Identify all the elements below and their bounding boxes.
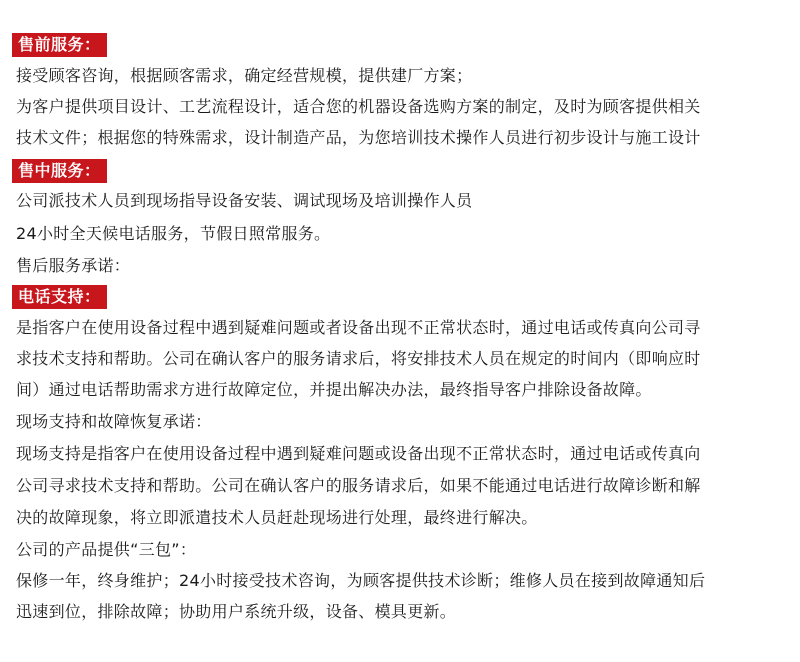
presale-line-1: 接受顾客咨询，根据顾客需求，确定经营规模，提供建厂方案；	[16, 66, 473, 85]
insale-heading: 售中服务：	[12, 159, 107, 183]
three-guarantees-title: 公司的产品提供“三包”：	[16, 540, 197, 559]
insale-line-2: 24小时全天候电话服务，节假日照常服务。	[16, 224, 331, 243]
phone-support-line-3: 间）通过电话帮助需求方进行故障定位，并提出解决办法，最终指导客户排除设备故障。	[16, 380, 652, 399]
presale-line-2: 为客户提供项目设计、工艺流程设计，适合您的机器设备选购方案的制定，及时为顾客提供相关	[16, 97, 701, 116]
insale-line-1: 公司派技术人员到现场指导设备安装、调试现场及培训操作人员	[16, 191, 473, 210]
aftersale-commitment-title: 售后服务承诺：	[16, 256, 131, 275]
onsite-title: 现场支持和故障恢复承诺：	[16, 412, 212, 431]
three-guarantees-line-1: 保修一年，终身维护；24小时接受技术咨询，为顾客提供技术诊断；维修人员在接到故障通知后	[16, 571, 706, 590]
onsite-line-1: 现场支持是指客户在使用设备过程中遇到疑难问题或设备出现不正常状态时，通过电话或传真向	[16, 444, 701, 463]
presale-line-3: 技术文件；根据您的特殊需求，设计制造产品，为您培训技术操作人员进行初步设计与施工设计	[16, 128, 701, 147]
onsite-line-3: 决的故障现象，将立即派遣技术人员赶赴现场进行处理，最终进行解决。	[16, 508, 538, 527]
presale-heading: 售前服务：	[12, 33, 107, 57]
phone-support-heading: 电话支持：	[12, 285, 107, 309]
three-guarantees-line-2: 迅速到位，排除故障；协助用户系统升级，设备、模具更新。	[16, 602, 457, 621]
phone-support-line-2: 求技术支持和帮助。公司在确认客户的服务请求后，将安排技术人员在规定的时间内（即响应时	[16, 349, 701, 368]
phone-support-line-1: 是指客户在使用设备过程中遇到疑难问题或者设备出现不正常状态时，通过电话或传真向公司寻	[16, 318, 701, 337]
onsite-line-2: 公司寻求技术支持和帮助。公司在确认客户的服务请求后，如果不能通过电话进行故障诊断和解	[16, 476, 701, 495]
